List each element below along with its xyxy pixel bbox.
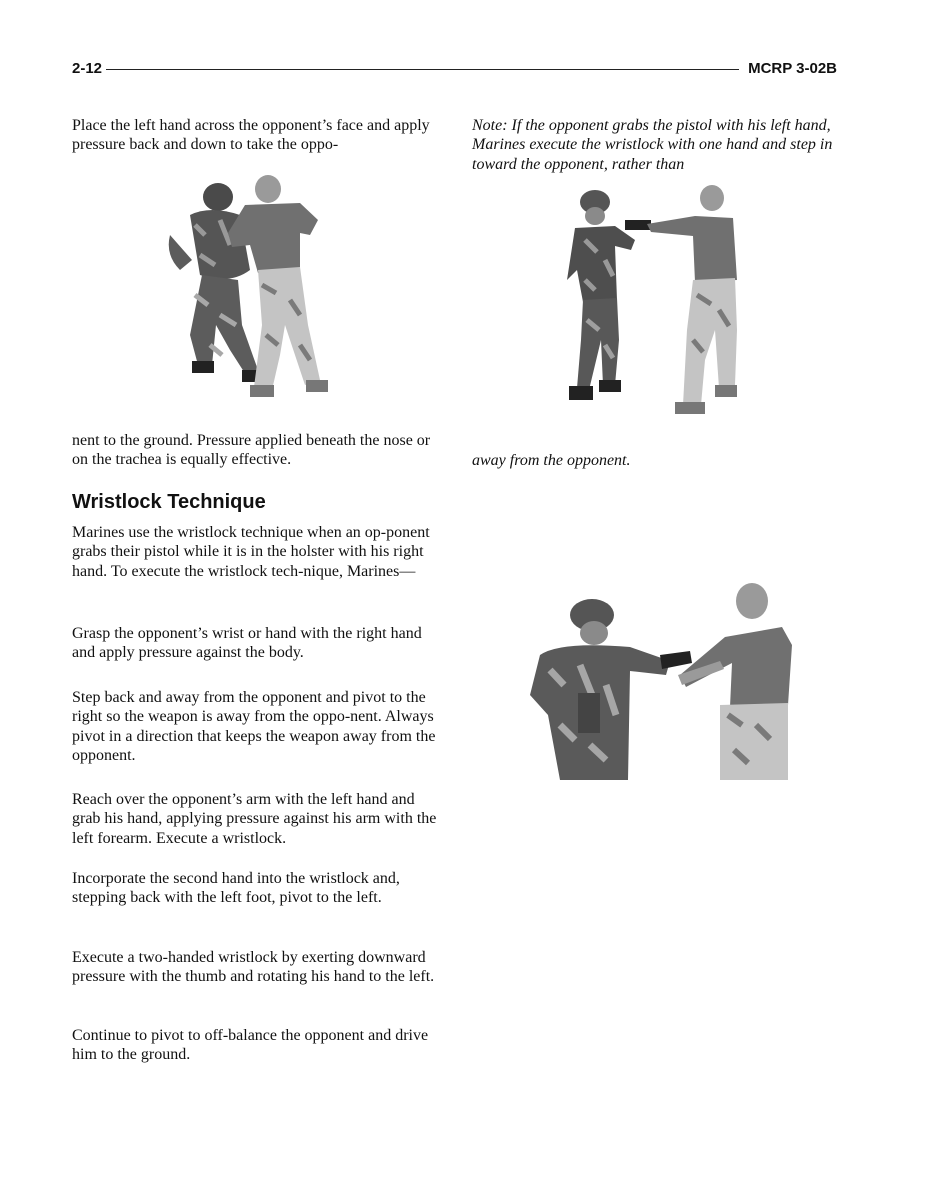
photo-pistol-grab xyxy=(555,180,755,425)
intro-paragraph: Marines use the wristlock technique when an op-ponent grabs their pistol while it is in the holster with his right hand. To execute the wristlock tech-nique, Marines— xyxy=(72,524,430,580)
step-paragraph-face: Place the left hand across the opponent’s face and apply pressure back and down to take the oppo- xyxy=(72,117,430,154)
page-header xyxy=(72,58,837,80)
note-paragraph-cont: away from the opponent. xyxy=(472,452,631,469)
document-id: MCRP 3-02B xyxy=(748,60,837,77)
note-paragraph: Note: If the opponent grabs the pistol with his left hand, Marines execute the wristlock with one hand and step in toward the opponent, rather than xyxy=(472,117,833,173)
step-paragraph-6: Continue to pivot to off-balance the opponent and drive him to the ground. xyxy=(72,1027,429,1064)
photo-face-takedown xyxy=(150,175,355,415)
step-paragraph-face-cont: nent to the ground. Pressure applied beneath the nose or on the trachea is equally effective. xyxy=(72,432,431,469)
step-paragraph-4: Incorporate the second hand into the wristlock and, stepping back with the left foot, pivot to the left. xyxy=(72,870,400,907)
photo-wristlock xyxy=(520,575,800,785)
header-rule xyxy=(106,69,739,70)
page-number: 2-12 xyxy=(72,60,103,77)
step-paragraph-1: Grasp the opponent’s wrist or hand with the right hand and apply pressure against the body. xyxy=(72,625,422,662)
step-paragraph-5: Execute a two-handed wristlock by exerting downward pressure with the thumb and rotating his hand to the left. xyxy=(72,949,435,986)
step-paragraph-3: Reach over the opponent’s arm with the left hand and grab his hand, applying pressure against his arm with the left forearm. Execute a wristlock. xyxy=(72,791,437,847)
section-heading: Wristlock Technique xyxy=(72,491,266,513)
step-paragraph-2: Step back and away from the opponent and pivot to the right so the weapon is away from the oppo-nent. Always pivot in a direction that keeps the weapon away from the opponent. xyxy=(72,689,436,764)
